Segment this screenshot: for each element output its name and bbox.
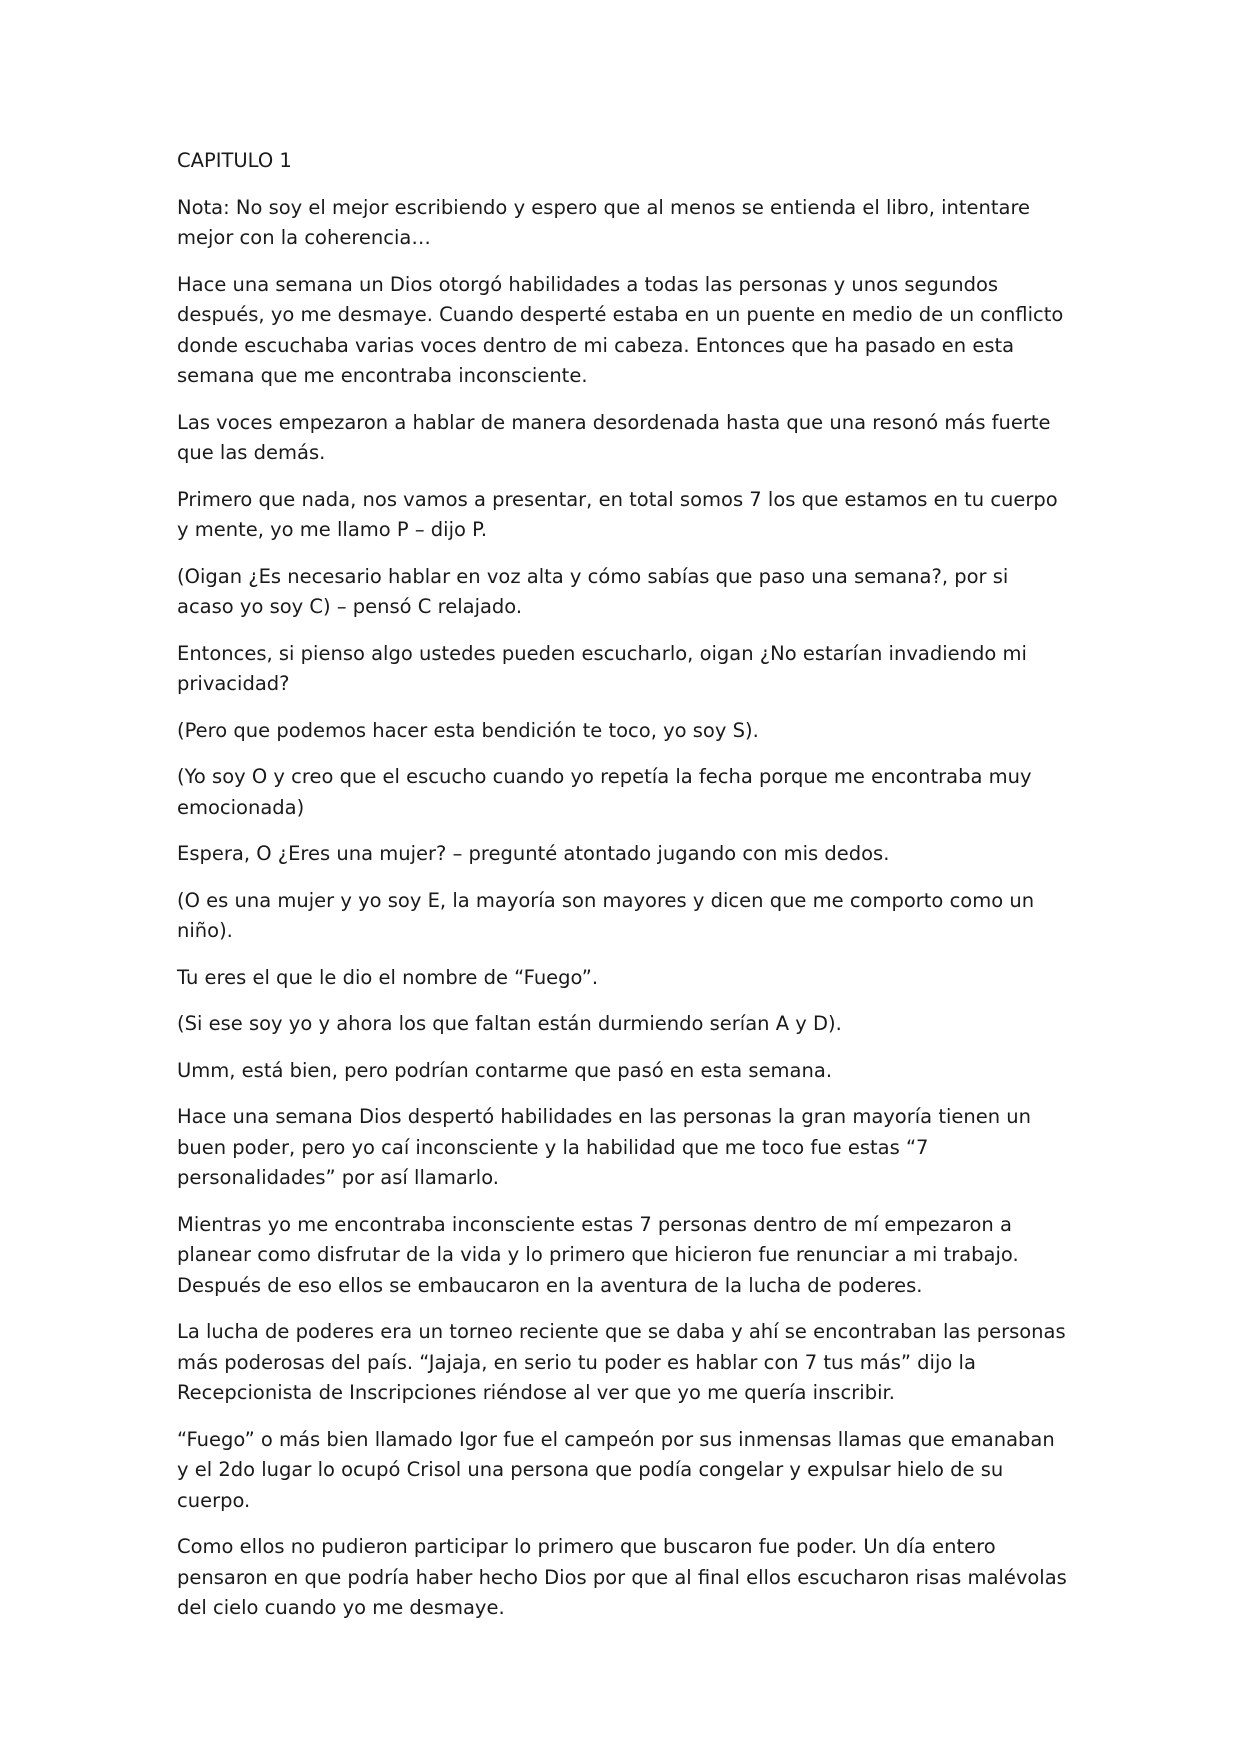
paragraph-13: Umm, está bien, pero podrían contarme que pasó en esta semana. bbox=[177, 1058, 833, 1082]
paragraph-16: La lucha de poderes era un torneo reciente que se daba y ahí se encontraban las personas más poderosas del país. “Jajaja, en serio tu poder es hablar con 7 tus más” dijo la Recepcionista de Inscripciones riéndose al ver que yo me quería inscribir. bbox=[177, 1320, 1066, 1404]
paragraph-11: Tu eres el que le dio el nombre de “Fuego”. bbox=[177, 965, 599, 989]
paragraph-7: (Pero que podemos hacer esta bendición te toco, yo soy S). bbox=[177, 718, 759, 742]
document-body bbox=[177, 146, 1067, 1640]
paragraph-3: Las voces empezaron a hablar de manera desordenada hasta que una resonó más fuerte que las demás. bbox=[177, 410, 1051, 464]
paragraph-5: (Oigan ¿Es necesario hablar en voz alta y cómo sabías que paso una semana?, por si acaso yo soy C) – pensó C relajado. bbox=[177, 564, 1009, 618]
paragraph-1: Nota: No soy el mejor escribiendo y espero que al menos se entienda el libro, intentare mejor con la coherencia… bbox=[177, 195, 1031, 249]
paragraph-6: Entonces, si pienso algo ustedes pueden escucharlo, oigan ¿No estarían invadiendo mi privacidad? bbox=[177, 641, 1027, 695]
chapter-heading: CAPITULO 1 bbox=[177, 149, 292, 172]
paragraph-15: Mientras yo me encontraba inconsciente estas 7 personas dentro de mí empezaron a planear como disfrutar de la vida y lo primero que hicieron fue renunciar a mi trabajo. Después de eso ellos se embaucaron en la aventura de la lucha de poderes. bbox=[177, 1212, 1019, 1297]
paragraph-14: Hace una semana Dios despertó habilidades en las personas la gran mayoría tienen un buen poder, pero yo caí inconsciente y la habilidad que me toco fue estas “7 personalidades” por así llamarlo. bbox=[177, 1105, 1032, 1189]
paragraph-12: (Si ese soy yo y ahora los que faltan están durmiendo serían A y D). bbox=[177, 1012, 842, 1035]
paragraph-10: (O es una mujer y yo soy E, la mayoría son mayores y dicen que me comporto como un niño). bbox=[177, 888, 1035, 942]
paragraph-9: Espera, O ¿Eres una mujer? – pregunté atontado jugando con mis dedos. bbox=[177, 842, 890, 865]
paragraph-18: Como ellos no pudieron participar lo primero que buscaron fue poder. Un día entero pensaron en que podría haber hecho Dios por que al final ellos escucharon risas malévolas del cielo cuando yo me desmaye. bbox=[177, 1535, 1067, 1619]
paragraph-4: Primero que nada, nos vamos a presentar, en total somos 7 los que estamos en tu cuerpo y mente, yo me llamo P – dijo P. bbox=[177, 487, 1058, 541]
paragraph-17: “Fuego” o más bien llamado Igor fue el campeón por sus inmensas llamas que emanaban y el 2do lugar lo ocupó Crisol una persona que podía congelar y expulsar hielo de su cuerpo. bbox=[177, 1427, 1055, 1512]
paragraph-2: Hace una semana un Dios otorgó habilidades a todas las personas y unos segundos después, yo me desmaye. Cuando desperté estaba en un puente en medio de un conflicto donde escuchaba varias voces dentro de mi cabeza. Entonces que ha pasado en esta semana que me encontraba inconsciente. bbox=[177, 272, 1064, 387]
paragraph-8: (Yo soy O y creo que el escucho cuando yo repetía la fecha porque me encontraba muy emocionada) bbox=[177, 765, 1032, 819]
